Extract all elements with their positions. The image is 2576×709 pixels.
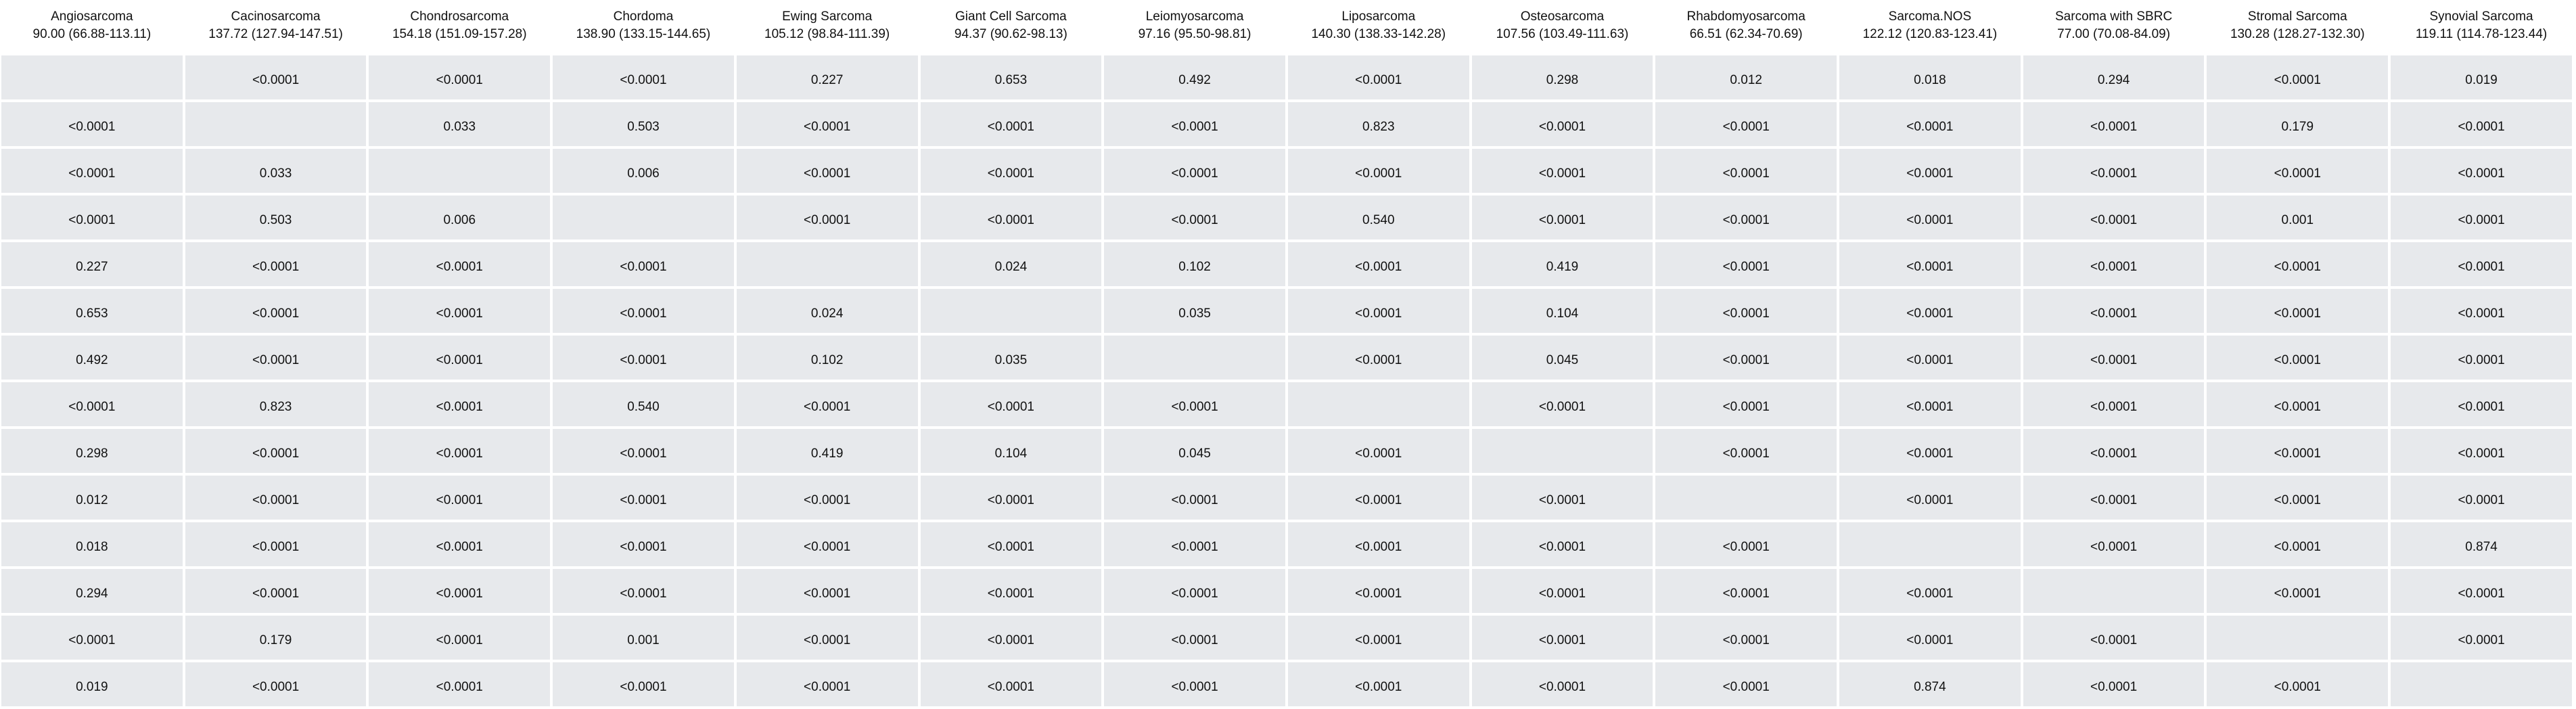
column-header-cacinosarcoma [185, 3, 367, 53]
table-cell: <0.0001 [921, 102, 1102, 146]
table-cell: <0.0001 [553, 522, 734, 566]
table-cell: <0.0001 [2207, 522, 2388, 566]
table-cell: 0.035 [921, 336, 1102, 380]
column-name: Cacinosarcoma [231, 9, 321, 24]
table-cell: <0.0001 [1839, 569, 2021, 613]
table-cell: <0.0001 [369, 382, 550, 426]
table-cell: <0.0001 [2207, 429, 2388, 473]
column-name: Chondrosarcoma [410, 9, 509, 24]
table-cell: 0.503 [185, 196, 367, 239]
column-header-ewing-sarcoma [737, 3, 918, 53]
column-stat: 105.12 (98.84-111.39) [764, 27, 890, 41]
table-row [1, 289, 2572, 333]
table-cell: <0.0001 [2023, 242, 2205, 286]
table-cell: 0.012 [1, 476, 183, 520]
table-cell: 0.503 [553, 102, 734, 146]
table-cell: 0.045 [1104, 429, 1285, 473]
table-cell: <0.0001 [2207, 55, 2388, 99]
table-cell: <0.0001 [1472, 149, 1653, 193]
column-header-osteosarcoma [1472, 3, 1653, 53]
table-row [1, 336, 2572, 380]
table-cell: 0.298 [1, 429, 183, 473]
table-cell: 0.540 [553, 382, 734, 426]
table-cell: <0.0001 [1472, 382, 1653, 426]
table-cell: <0.0001 [2207, 569, 2388, 613]
column-header-synovial-sarcoma [2391, 3, 2572, 53]
table-cell: <0.0001 [2207, 382, 2388, 426]
table-cell: 0.823 [1288, 102, 1469, 146]
table-cell: <0.0001 [553, 429, 734, 473]
table-cell: 0.001 [553, 616, 734, 660]
column-header-chordoma [553, 3, 734, 53]
table-cell: 0.874 [2391, 522, 2572, 566]
table-cell: 0.012 [1655, 55, 1837, 99]
table-cell: <0.0001 [1104, 616, 1285, 660]
table-cell [369, 149, 550, 193]
table-cell: 0.179 [185, 616, 367, 660]
table-cell: <0.0001 [737, 662, 918, 706]
table-cell: <0.0001 [1472, 616, 1653, 660]
column-header-giant-cell-sarcoma [921, 3, 1102, 53]
table-cell: <0.0001 [185, 429, 367, 473]
table-cell: <0.0001 [1288, 429, 1469, 473]
table-cell [2023, 569, 2205, 613]
column-header-sarcoma-with-sbrc [2023, 3, 2205, 53]
table-row [1, 616, 2572, 660]
column-stat: 130.28 (128.27-132.30) [2230, 27, 2365, 41]
table-cell: <0.0001 [185, 569, 367, 613]
table-cell: 0.492 [1104, 55, 1285, 99]
table-cell: <0.0001 [2023, 522, 2205, 566]
table-cell: <0.0001 [2023, 429, 2205, 473]
table-cell: <0.0001 [1104, 569, 1285, 613]
table-cell: <0.0001 [553, 662, 734, 706]
table-cell: 0.104 [921, 429, 1102, 473]
table-cell: <0.0001 [369, 336, 550, 380]
table-cell: <0.0001 [921, 569, 1102, 613]
column-stat: 90.00 (66.88-113.11) [32, 27, 152, 41]
table-cell: <0.0001 [1839, 102, 2021, 146]
table-cell: <0.0001 [553, 242, 734, 286]
table-cell: 0.018 [1, 522, 183, 566]
table-row [1, 476, 2572, 520]
table-row [1, 149, 2572, 193]
table-cell [2391, 662, 2572, 706]
table-cell: <0.0001 [553, 476, 734, 520]
table-row [1, 196, 2572, 239]
table-cell: 0.024 [737, 289, 918, 333]
table-cell: <0.0001 [2391, 196, 2572, 239]
column-name: Liposarcoma [1341, 9, 1416, 24]
table-cell: <0.0001 [1472, 569, 1653, 613]
table-cell: <0.0001 [369, 429, 550, 473]
column-stat: 119.11 (114.78-123.44) [2415, 27, 2548, 41]
table-cell: <0.0001 [737, 569, 918, 613]
table-cell: <0.0001 [737, 382, 918, 426]
table-cell: 0.006 [369, 196, 550, 239]
table-cell: <0.0001 [2207, 149, 2388, 193]
table-row [1, 102, 2572, 146]
table-cell: <0.0001 [185, 522, 367, 566]
column-name: Giant Cell Sarcoma [955, 9, 1067, 24]
column-name: Ewing Sarcoma [782, 9, 873, 24]
table-cell: <0.0001 [921, 476, 1102, 520]
table-cell: <0.0001 [1288, 476, 1469, 520]
column-stat: 94.37 (90.62-98.13) [954, 27, 1067, 41]
table-cell: <0.0001 [1655, 102, 1837, 146]
table-cell: 0.653 [921, 55, 1102, 99]
table-cell: <0.0001 [2391, 476, 2572, 520]
table-cell: <0.0001 [2391, 289, 2572, 333]
table-cell: <0.0001 [1, 102, 183, 146]
table-cell: <0.0001 [185, 476, 367, 520]
table-cell: <0.0001 [1104, 522, 1285, 566]
column-name: Sarcoma.NOS [1888, 9, 1972, 24]
table-cell: <0.0001 [2207, 289, 2388, 333]
table-body [1, 55, 2572, 706]
table-cell: <0.0001 [1839, 242, 2021, 286]
table-cell: <0.0001 [737, 476, 918, 520]
table-cell: <0.0001 [1, 382, 183, 426]
table-cell: <0.0001 [1472, 662, 1653, 706]
table-cell: <0.0001 [1288, 336, 1469, 380]
table-cell: <0.0001 [1288, 616, 1469, 660]
table-cell [1472, 429, 1653, 473]
table-cell: <0.0001 [1655, 522, 1837, 566]
table-cell: <0.0001 [1655, 242, 1837, 286]
table-cell: <0.0001 [553, 336, 734, 380]
table-cell [1, 55, 183, 99]
column-stat: 107.56 (103.49-111.63) [1496, 27, 1629, 41]
column-stat: 154.18 (151.09-157.28) [392, 27, 527, 41]
column-name: Chordoma [613, 9, 674, 24]
table-cell: <0.0001 [1839, 289, 2021, 333]
table-cell: <0.0001 [1655, 149, 1837, 193]
table-cell: <0.0001 [1288, 662, 1469, 706]
table-cell: <0.0001 [1104, 382, 1285, 426]
table-row [1, 55, 2572, 99]
column-stat: 77.00 (70.08-84.09) [2057, 27, 2171, 41]
table-cell: <0.0001 [2023, 196, 2205, 239]
table-row [1, 382, 2572, 426]
table-cell: <0.0001 [1839, 149, 2021, 193]
table-cell: <0.0001 [1104, 149, 1285, 193]
table-cell: <0.0001 [921, 149, 1102, 193]
table-row [1, 569, 2572, 613]
table-cell: <0.0001 [1288, 522, 1469, 566]
table-cell: <0.0001 [1839, 336, 2021, 380]
column-header-rhabdomyosarcoma [1655, 3, 1837, 53]
column-header-chondrosarcoma [369, 3, 550, 53]
table-cell: <0.0001 [2391, 429, 2572, 473]
table-cell [1655, 476, 1837, 520]
table-cell: 0.102 [737, 336, 918, 380]
table-cell: 0.104 [1472, 289, 1653, 333]
table-cell: <0.0001 [1104, 662, 1285, 706]
table-cell: <0.0001 [1472, 522, 1653, 566]
table-cell: <0.0001 [1, 616, 183, 660]
table-cell [737, 242, 918, 286]
table-cell: <0.0001 [737, 102, 918, 146]
table-cell: 0.035 [1104, 289, 1285, 333]
table-cell: <0.0001 [1655, 196, 1837, 239]
table-cell: <0.0001 [2207, 476, 2388, 520]
table-cell: <0.0001 [1472, 102, 1653, 146]
table-cell: <0.0001 [553, 289, 734, 333]
table-cell: <0.0001 [737, 616, 918, 660]
table-cell: 0.298 [1472, 55, 1653, 99]
table-cell: <0.0001 [1655, 429, 1837, 473]
table-cell: <0.0001 [1655, 662, 1837, 706]
table-cell: 0.874 [1839, 662, 2021, 706]
table-cell: 0.018 [1839, 55, 2021, 99]
table-cell: 0.006 [553, 149, 734, 193]
table-cell: 0.492 [1, 336, 183, 380]
column-name: Osteosarcoma [1520, 9, 1605, 24]
table-cell: <0.0001 [921, 616, 1102, 660]
column-header-leiomyosarcoma [1104, 3, 1285, 53]
table-cell: <0.0001 [2023, 149, 2205, 193]
table-cell: <0.0001 [1655, 616, 1837, 660]
column-stat: 140.30 (138.33-142.28) [1311, 27, 1446, 41]
table-cell [1288, 382, 1469, 426]
table-cell: 0.653 [1, 289, 183, 333]
table-cell: <0.0001 [1839, 476, 2021, 520]
table-cell: <0.0001 [185, 662, 367, 706]
table-cell: <0.0001 [2207, 336, 2388, 380]
table-cell: 0.227 [1, 242, 183, 286]
table-cell: <0.0001 [921, 196, 1102, 239]
table-cell: <0.0001 [2391, 102, 2572, 146]
table-cell: <0.0001 [1288, 289, 1469, 333]
table-cell: <0.0001 [1655, 289, 1837, 333]
table-cell: 0.419 [1472, 242, 1653, 286]
table-cell: <0.0001 [2391, 149, 2572, 193]
table-cell: <0.0001 [2391, 569, 2572, 613]
table-cell: <0.0001 [921, 382, 1102, 426]
table-cell: 0.294 [1, 569, 183, 613]
table-cell: <0.0001 [369, 476, 550, 520]
table-cell: <0.0001 [369, 242, 550, 286]
table-cell: <0.0001 [2023, 102, 2205, 146]
table-cell: <0.0001 [2023, 662, 2205, 706]
column-stat: 66.51 (62.34-70.69) [1689, 27, 1803, 41]
table-cell: <0.0001 [737, 149, 918, 193]
column-name: Synovial Sarcoma [2429, 9, 2533, 24]
table-cell: 0.102 [1104, 242, 1285, 286]
table-cell [1839, 522, 2021, 566]
column-header-angiosarcoma [1, 3, 183, 53]
table-cell: <0.0001 [1288, 149, 1469, 193]
table-cell: <0.0001 [2023, 382, 2205, 426]
table-cell: <0.0001 [185, 289, 367, 333]
column-name: Rhabdomyosarcoma [1686, 9, 1806, 24]
table-cell: <0.0001 [737, 522, 918, 566]
table-cell: <0.0001 [1288, 55, 1469, 99]
table-cell: <0.0001 [185, 336, 367, 380]
table-cell [921, 289, 1102, 333]
table-cell: <0.0001 [1104, 476, 1285, 520]
column-stat: 122.12 (120.83-123.41) [1862, 27, 1998, 41]
table-cell: <0.0001 [369, 662, 550, 706]
table-cell [1104, 336, 1285, 380]
table-cell: <0.0001 [1472, 196, 1653, 239]
table-cell: <0.0001 [921, 662, 1102, 706]
table-cell: <0.0001 [2391, 336, 2572, 380]
table-cell: 0.024 [921, 242, 1102, 286]
table-cell: 0.540 [1288, 196, 1469, 239]
table-cell: <0.0001 [1, 196, 183, 239]
table-row [1, 242, 2572, 286]
column-name: Stromal Sarcoma [2247, 9, 2347, 24]
table-cell: 0.823 [185, 382, 367, 426]
table-cell: <0.0001 [1839, 382, 2021, 426]
column-stat: 138.90 (133.15-144.65) [576, 27, 711, 41]
table-cell: <0.0001 [185, 55, 367, 99]
table-cell: <0.0001 [1839, 616, 2021, 660]
table-cell: <0.0001 [553, 55, 734, 99]
table-row [1, 429, 2572, 473]
table-cell: <0.0001 [1655, 336, 1837, 380]
table-cell: <0.0001 [1288, 569, 1469, 613]
column-header-sarcoma-nos [1839, 3, 2021, 53]
table-cell: 0.294 [2023, 55, 2205, 99]
table-cell [553, 196, 734, 239]
table-cell: 0.045 [1472, 336, 1653, 380]
table-cell: 0.001 [2207, 196, 2388, 239]
table-cell: <0.0001 [1288, 242, 1469, 286]
table-cell: <0.0001 [1104, 102, 1285, 146]
table-cell: 0.419 [737, 429, 918, 473]
table-cell: 0.019 [2391, 55, 2572, 99]
table-cell: <0.0001 [2207, 242, 2388, 286]
table-cell: <0.0001 [2391, 616, 2572, 660]
table-cell: <0.0001 [369, 55, 550, 99]
table-cell: <0.0001 [1655, 382, 1837, 426]
table-cell: 0.033 [185, 149, 367, 193]
table-cell [2207, 616, 2388, 660]
column-name: Sarcoma with SBRC [2055, 9, 2173, 24]
table-cell: 0.033 [369, 102, 550, 146]
column-name: Angiosarcoma [51, 9, 133, 24]
column-stat: 137.72 (127.94-147.51) [208, 27, 343, 41]
table-cell: <0.0001 [921, 522, 1102, 566]
table-cell: <0.0001 [1655, 569, 1837, 613]
table-cell: <0.0001 [2023, 289, 2205, 333]
table-cell: <0.0001 [1472, 476, 1653, 520]
table-cell: <0.0001 [185, 242, 367, 286]
table-cell: <0.0001 [2023, 476, 2205, 520]
table-cell: <0.0001 [553, 569, 734, 613]
table-cell: <0.0001 [2391, 242, 2572, 286]
header-row [1, 3, 2572, 53]
table-cell: 0.019 [1, 662, 183, 706]
column-stat: 97.16 (95.50-98.81) [1138, 27, 1251, 41]
table-cell: <0.0001 [369, 522, 550, 566]
table-row [1, 522, 2572, 566]
table-cell: <0.0001 [2391, 382, 2572, 426]
table-cell: <0.0001 [737, 196, 918, 239]
table-cell: <0.0001 [1839, 429, 2021, 473]
table-header [1, 3, 2572, 53]
table-cell: <0.0001 [1839, 196, 2021, 239]
column-name: Leiomyosarcoma [1145, 9, 1244, 24]
table-cell: <0.0001 [369, 289, 550, 333]
column-header-liposarcoma [1288, 3, 1469, 53]
table-cell: <0.0001 [1, 149, 183, 193]
table-cell: <0.0001 [369, 616, 550, 660]
table-cell [185, 102, 367, 146]
table-cell: 0.227 [737, 55, 918, 99]
table-cell: <0.0001 [2207, 662, 2388, 706]
table-cell: <0.0001 [1104, 196, 1285, 239]
table-cell: <0.0001 [2023, 336, 2205, 380]
table-cell: <0.0001 [369, 569, 550, 613]
column-header-stromal-sarcoma [2207, 3, 2388, 53]
table-cell: 0.179 [2207, 102, 2388, 146]
table-cell: <0.0001 [2023, 616, 2205, 660]
table-row [1, 662, 2572, 706]
